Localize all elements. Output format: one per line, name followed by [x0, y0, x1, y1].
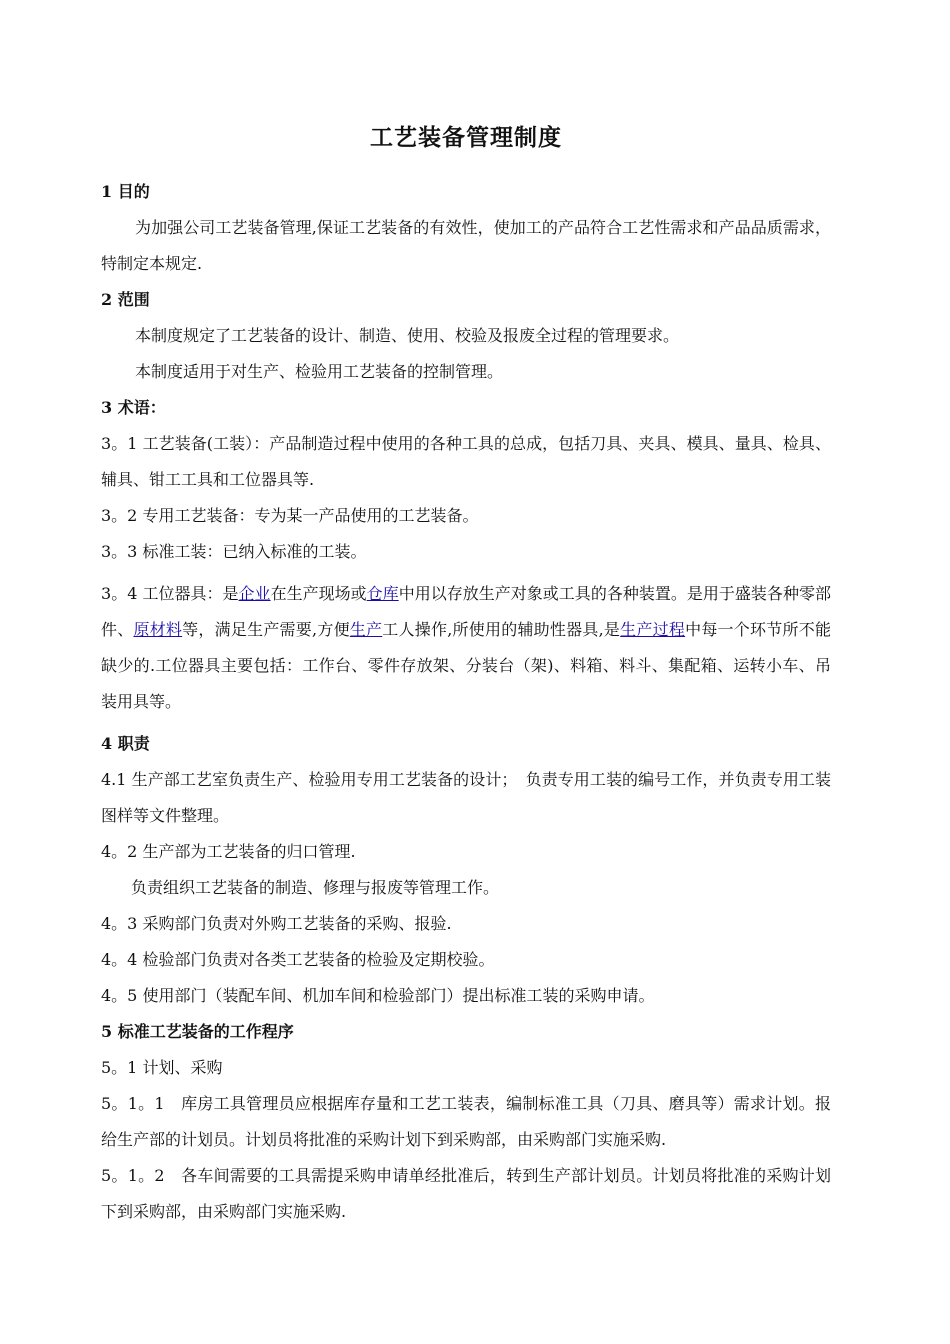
responsibility-4-3: 4。3 采购部门负责对外购工艺装备的采购、报验.	[101, 914, 452, 933]
procedure-5-1-1: 5。1。1 库房工具管理员应根据库存量和工艺工装表，编制标准工具（刀具、磨具等）需求计划。报给生产部的计划员。计划员将批准的采购计划下到采购部，由采购部门实施采购.	[101, 1094, 831, 1149]
link-production-process[interactable]: 生产过程	[620, 620, 686, 639]
term-3-4-text-c: 中用以存放生产对象或工具的各种装置。是用于盛装各种零部件、	[101, 584, 831, 639]
scope-paragraph-2: 本制度适用于对生产、检验用工艺装备的控制管理。	[135, 362, 504, 381]
link-enterprise[interactable]: 企业	[238, 584, 271, 603]
procedure-5-1-title: 5。1 计划、采购	[101, 1058, 223, 1077]
term-3-4-text-d: 等，满足生产需要,方便	[182, 620, 350, 639]
link-warehouse[interactable]: 仓库	[366, 584, 399, 603]
section-heading-procedure: 5 标准工艺装备的工作程序	[101, 1022, 294, 1041]
section-heading-purpose: 1 目的	[101, 182, 150, 201]
document-title: 工艺装备管理制度	[370, 124, 562, 151]
responsibility-4-1: 4.1 生产部工艺室负责生产、检验用专用工艺装备的设计； 负责专用工装的编号工作，并负责专用工装图样等文件整理。	[101, 770, 831, 825]
section-heading-responsibilities: 4 职责	[101, 734, 150, 753]
procedure-5-1-2: 5。1。2 各车间需要的工具需提采购申请单经批准后，转到生产部计划员。计划员将批准的采购计划下到采购部，由采购部门实施采购.	[101, 1166, 831, 1221]
term-3-2: 3。2 专用工艺装备：专为某一产品使用的工艺装备。	[101, 506, 479, 525]
responsibility-4-2: 4。2 生产部为工艺装备的归口管理.	[101, 842, 356, 861]
term-3-4	[101, 576, 831, 720]
term-3-4-text-e: 工人操作,所使用的辅助性器具,是	[382, 620, 621, 639]
term-3-3: 3。3 标准工装：已纳入标准的工装。	[101, 542, 367, 561]
term-3-1: 3。1 工艺装备(工装）：产品制造过程中使用的各种工具的总成，包括刀具、夹具、模具、量具、检具、辅具、钳工工具和工位器具等.	[101, 434, 831, 489]
document-page	[101, 118, 831, 1230]
term-3-4-text-a: 3。4 工位器具：是	[101, 584, 239, 603]
term-3-4-text-b: 在生产现场或	[270, 584, 367, 603]
purpose-paragraph: 为加强公司工艺装备管理,保证工艺装备的有效性，使加工的产品符合工艺性需求和产品品质需求，特制定本规定.	[101, 218, 831, 273]
link-production[interactable]: 生产	[349, 620, 383, 639]
responsibility-4-2-detail: 负责组织工艺装备的制造、修理与报废等管理工作。	[131, 878, 500, 897]
responsibility-4-5: 4。5 使用部门（装配车间、机加车间和检验部门）提出标准工装的采购申请。	[101, 986, 655, 1005]
section-heading-scope: 2 范围	[101, 290, 150, 309]
link-raw-materials[interactable]: 原材料	[133, 620, 183, 639]
term-3-4-text-f: 中每一个环节所不能缺少的.工位器具主要包括：工作台、零件存放架、分装台（架)、料箱、料斗、集配箱、运转小车、吊装用具等。	[101, 620, 831, 711]
responsibility-4-4: 4。4 检验部门负责对各类工艺装备的检验及定期校验。	[101, 950, 495, 969]
scope-paragraph-1: 本制度规定了工艺装备的设计、制造、使用、校验及报废全过程的管理要求。	[135, 326, 680, 345]
section-heading-terms: 3 术语：	[101, 398, 166, 417]
